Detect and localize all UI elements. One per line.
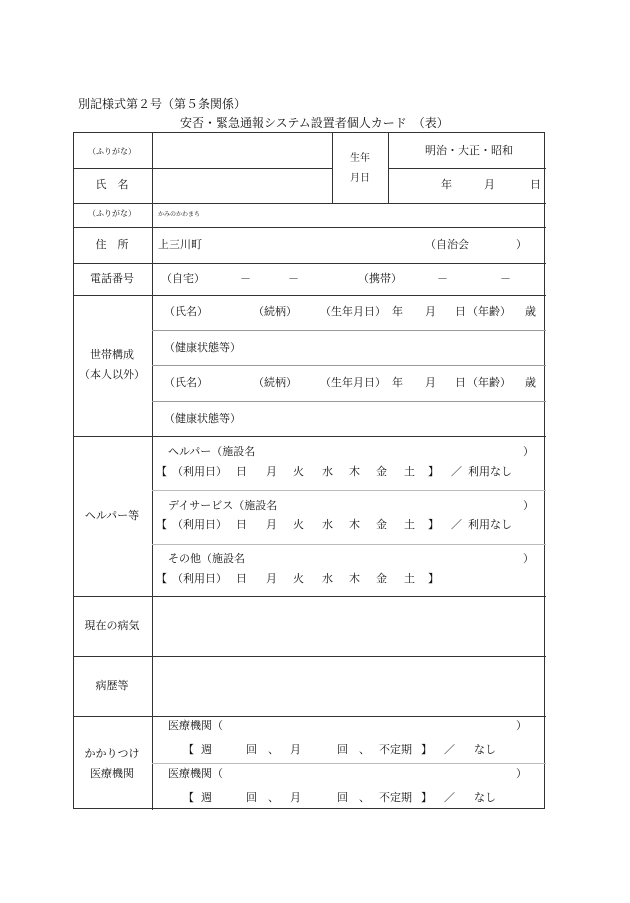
- household-label-line1: 世帯構成: [90, 348, 134, 361]
- clinic2-times-2: 回: [337, 791, 348, 804]
- phone-mobile-label: （携帯）: [358, 272, 402, 285]
- member1-name-label: （氏名）: [164, 305, 208, 318]
- member2-age-unit: 歳: [525, 376, 536, 389]
- form-number: 別記様式第２号（第５条関係）: [78, 97, 247, 111]
- member2-month: 月: [425, 376, 436, 389]
- clinic2-institution-label: 医療機関（: [168, 767, 223, 780]
- dayservice-day-sun: 日: [236, 518, 247, 531]
- dayservice-day-sat: 土: [404, 518, 415, 531]
- other-day-sat: 土: [404, 572, 415, 585]
- birth-label-line1: 生年: [350, 153, 370, 164]
- other-day-thu: 木: [349, 572, 360, 585]
- other-facility-close: ）: [523, 552, 534, 565]
- member2-day: 日: [455, 376, 466, 389]
- clinic2-bracket-close: 】: [421, 791, 432, 804]
- helper-day-sun: 日: [236, 465, 247, 478]
- association-open: （自治会: [425, 238, 469, 251]
- clinic1-week: 週: [201, 743, 212, 756]
- clinic2-times-1: 回: [246, 791, 257, 804]
- clinic1-institution-label: 医療機関（: [168, 719, 223, 732]
- phone-dash-3: －: [437, 272, 448, 285]
- address-furigana-value: かみのかわまち: [158, 211, 201, 218]
- birth-label-line2: 月日: [350, 173, 370, 184]
- helper-day-sat: 土: [404, 465, 415, 478]
- helper-usage-label: （利用日）: [172, 465, 227, 478]
- other-bracket-open: 【: [156, 572, 167, 585]
- clinic1-slash: ／: [444, 743, 455, 756]
- phone-dash-1: －: [240, 272, 251, 285]
- other-facility-label: その他（施設名: [168, 552, 245, 565]
- address-furigana-label: （ふりがな）: [88, 209, 136, 218]
- other-day-wed: 水: [322, 572, 333, 585]
- era-options: 明治・大正・昭和: [425, 144, 513, 157]
- address-value: 上三川町: [158, 238, 202, 251]
- dayservice-day-mon: 月: [266, 518, 277, 531]
- address-label: 住 所: [95, 238, 129, 251]
- dayservice-bracket-open: 【: [156, 518, 167, 531]
- member2-birthdate-label: （生年月日）: [320, 376, 386, 389]
- clinic2-none: なし: [474, 791, 496, 804]
- dayservice-bracket-close: 】: [428, 518, 439, 531]
- clinic1-institution-close: ）: [516, 719, 527, 732]
- member2-name-label: （氏名）: [164, 376, 208, 389]
- helper-bracket-close: 】: [428, 465, 439, 478]
- member2-health-label: （健康状態等）: [164, 412, 241, 425]
- clinic1-comma-2: 、: [359, 743, 370, 756]
- clinic1-bracket-close: 】: [421, 743, 432, 756]
- member1-age-unit: 歳: [525, 305, 536, 318]
- clinic1-month: 月: [290, 743, 301, 756]
- clinic-label-line1: かかりつけ: [84, 747, 140, 760]
- helper-day-tue: 火: [293, 465, 304, 478]
- dayservice-day-wed: 水: [322, 518, 333, 531]
- clinic2-irregular: 不定期: [379, 791, 412, 804]
- furigana-label: （ふりがな）: [88, 147, 136, 156]
- clinic2-comma-1: 、: [268, 791, 279, 804]
- dayservice-usage-label: （利用日）: [172, 518, 227, 531]
- birth-day-unit: 日: [530, 178, 541, 191]
- other-day-fri: 金: [376, 572, 387, 585]
- other-day-sun: 日: [236, 572, 247, 585]
- other-day-mon: 月: [266, 572, 277, 585]
- form-title: 安否・緊急通報システム設置者個人カード （表）: [180, 116, 449, 130]
- dayservice-slash: ／: [451, 518, 462, 531]
- helper-bracket-open: 【: [156, 465, 167, 478]
- helper-day-mon: 月: [266, 465, 277, 478]
- dayservice-day-thu: 木: [349, 518, 360, 531]
- association-close: ）: [516, 238, 527, 251]
- other-day-tue: 火: [293, 572, 304, 585]
- clinic1-bracket-open: 【: [183, 743, 194, 756]
- helper-day-wed: 水: [322, 465, 333, 478]
- member1-year: 年: [392, 305, 403, 318]
- clinic1-times-2: 回: [337, 743, 348, 756]
- phone-dash-4: －: [500, 272, 511, 285]
- clinic1-comma-1: 、: [268, 743, 279, 756]
- clinic2-comma-2: 、: [359, 791, 370, 804]
- clinic2-slash: ／: [444, 791, 455, 804]
- helper-slash: ／: [451, 465, 462, 478]
- household-label-line2: （本人以外）: [79, 368, 145, 381]
- clinic2-bracket-open: 【: [183, 791, 194, 804]
- phone-dash-2: －: [288, 272, 299, 285]
- clinic2-week: 週: [201, 791, 212, 804]
- phone-home-label: （自宅）: [161, 272, 205, 285]
- member1-relation-label: （続柄）: [253, 305, 297, 318]
- member2-year: 年: [392, 376, 403, 389]
- clinic1-times-1: 回: [246, 743, 257, 756]
- helper-facility-close: ）: [523, 445, 534, 458]
- helper-facility-label: ヘルパー（施設名: [168, 445, 256, 458]
- dayservice-day-tue: 火: [293, 518, 304, 531]
- current-illness-label: 現在の病気: [84, 619, 140, 632]
- name-label: 氏 名: [95, 178, 129, 191]
- helper-day-fri: 金: [376, 465, 387, 478]
- dayservice-day-fri: 金: [376, 518, 387, 531]
- member2-relation-label: （続柄）: [253, 376, 297, 389]
- other-usage-label: （利用日）: [172, 572, 227, 585]
- birth-year-unit: 年: [441, 178, 452, 191]
- helper-day-thu: 木: [349, 465, 360, 478]
- clinic2-institution-close: ）: [516, 767, 527, 780]
- medical-history-label: 病歴等: [95, 679, 129, 692]
- member1-health-label: （健康状態等）: [164, 341, 241, 354]
- member1-month: 月: [425, 305, 436, 318]
- other-bracket-close: 】: [428, 572, 439, 585]
- phone-label: 電話番号: [90, 272, 134, 285]
- member2-age-label: （年齢）: [467, 376, 511, 389]
- helper-label: ヘルパー等: [84, 509, 140, 522]
- member1-day: 日: [455, 305, 466, 318]
- clinic1-none: なし: [474, 743, 496, 756]
- helper-none: 利用なし: [468, 465, 512, 478]
- clinic2-month: 月: [290, 791, 301, 804]
- member1-age-label: （年齢）: [467, 305, 511, 318]
- dayservice-facility-label: デイサービス（施設名: [168, 499, 278, 512]
- clinic1-irregular: 不定期: [379, 743, 412, 756]
- dayservice-facility-close: ）: [523, 499, 534, 512]
- dayservice-none: 利用なし: [468, 518, 512, 531]
- birth-month-unit: 月: [484, 178, 495, 191]
- clinic-label-line2: 医療機関: [90, 767, 134, 780]
- member1-birthdate-label: （生年月日）: [320, 305, 386, 318]
